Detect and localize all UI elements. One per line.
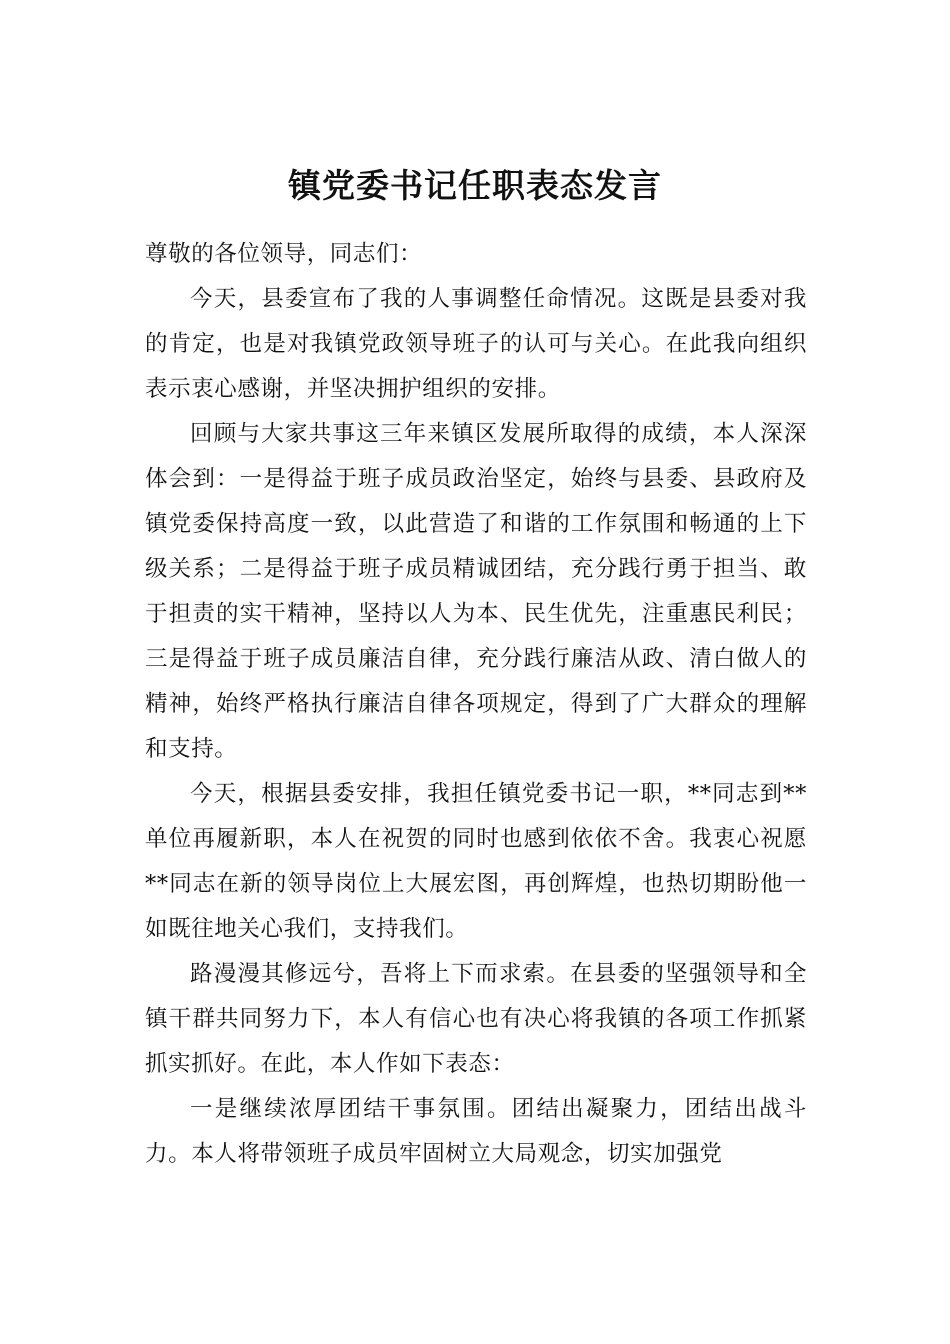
paragraph-pledge-one: 一是继续浓厚团结干事氛围。团结出凝聚力，团结出战斗力。本人将带领班子成员牢固树立大局观念，切实加强党 — [145, 1096, 807, 1167]
paragraph-farewell: 今天，根据县委安排，我担任镇党委书记一职，**同志到**单位再履新职，本人在祝贺的同时也感到依依不舍。我衷心祝愿**同志在新的领导岗位上大展宏图，再创辉煌，也热切期盼他一如既往地关心我们，支持我们。 — [145, 781, 807, 942]
paragraph-review: 回顾与大家共事这三年来镇区发展所取得的成绩，本人深深体会到：一是得益于班子成员政治坚定，始终与县委、县政府及镇党委保持高度一致，以此营造了和谐的工作氛围和畅通的上下级关系；二是得益于班子成员精诚团结，充分践行勇于担当、敢于担责的实干精神，坚持以人为本、民生优先，注重惠民利民；三是得益于班子成员廉洁自律，充分践行廉洁从政、清白做人的精神，始终严格执行廉洁自律各项规定，得到了广大群众的理解和支持。 — [145, 421, 807, 762]
paragraph-appointment: 今天，县委宣布了我的人事调整任命情况。这既是县委对我的肯定，也是对我镇党政领导班子的认可与关心。在此我向组织表示衷心感谢，并坚决拥护组织的安排。 — [145, 286, 807, 402]
salutation: 尊敬的各位领导，同志们： — [145, 241, 423, 267]
document-title: 镇党委书记任职表态发言 — [288, 166, 662, 205]
paragraph-commitment: 路漫漫其修远兮，吾将上下而求索。在县委的坚强领导和全镇干群共同努力下，本人有信心也有决心将我镇的各项工作抓紧抓实抓好。在此，本人作如下表态： — [145, 961, 807, 1077]
document-body — [145, 232, 807, 1177]
